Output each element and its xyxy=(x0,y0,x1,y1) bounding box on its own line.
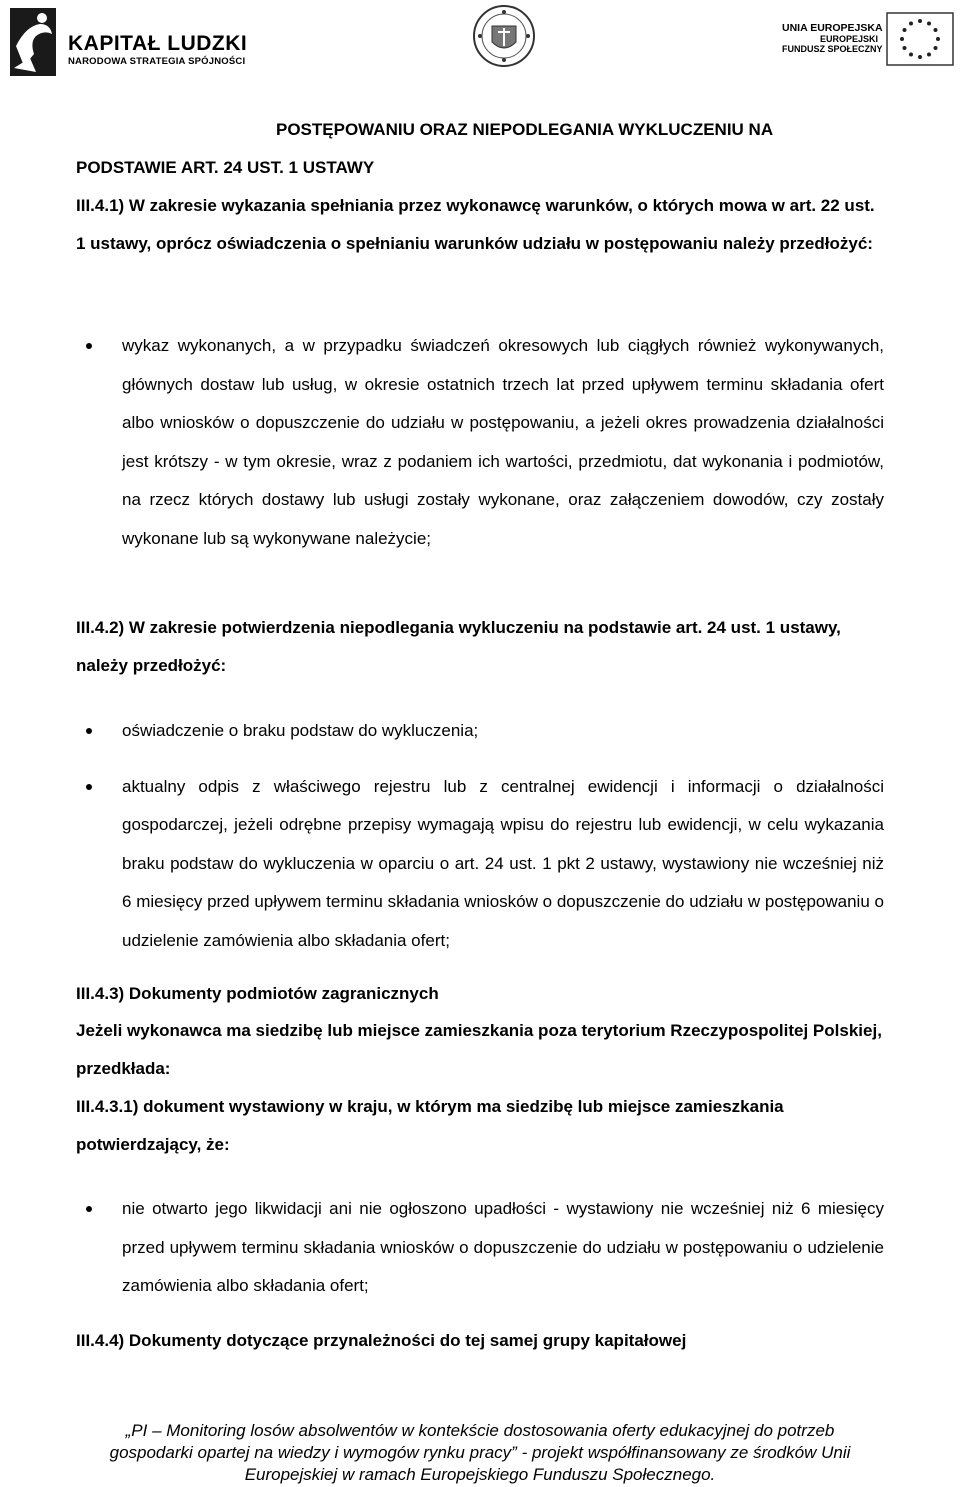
list-item-text: aktualny odpis z właściwego rejestru lub z centralnej ewidencji i informacji o działalności gospodarczej, jeżeli odrębne przepisy wymagają wpisu do rejestru lub ewidencji, w celu wykazania braku podstaw do wykluczenia w oparciu o art. 24 ust. 1 pkt 2 ustawy, wystawiony nie wcześniej niż 6 miesięcy przed upływem terminu składania wniosków o dopuszczenie do udziału w postępowaniu o udzielenie zamówienia albo składania ofert; xyxy=(122,776,884,950)
section-1-heading-text: III.4.1) W zakresie wykazania spełniania przez wykonawcę warunków, o których mowa w art. 22 ust. 1 ustawy, oprócz oświadczenia o spełnianiu warunków udziału w postępowaniu należy przedłożyć: xyxy=(76,196,875,253)
list-item xyxy=(76,327,884,558)
document-footer xyxy=(0,1420,960,1486)
heading-line-2: PODSTAWIE ART. 24 UST. 1 USTAWY xyxy=(76,158,375,177)
list-item xyxy=(76,1190,884,1306)
section-2-list xyxy=(76,712,884,960)
eu-line-2: EUROPEJSKI xyxy=(819,34,878,44)
section-4-heading-text: III.4.4) Dokumenty dotyczące przynależności do tej samej grupy kapitałowej xyxy=(76,1331,687,1350)
footer-line-3: Europejskiej w ramach Europejskiego Funduszu Społecznego. xyxy=(244,1465,716,1484)
eu-fund-text xyxy=(782,22,883,54)
section-3-heading xyxy=(76,975,884,1013)
list-item-text: nie otwarto jego likwidacji ani nie ogłoszono upadłości - wystawiony nie wcześniej niż 6 miesięcy przed upływem terminu składania wniosków o dopuszczenie do udziału w postępowaniu o udzielenie zamówienia albo składania ofert; xyxy=(122,1199,884,1295)
section-4-heading xyxy=(76,1322,884,1360)
eu-line-3: FUNDUSZ SPOŁECZNY xyxy=(782,44,883,54)
section-3-heading-text: III.4.3) Dokumenty podmiotów zagranicznych xyxy=(76,984,439,1003)
section-2-heading xyxy=(76,609,884,685)
list-item xyxy=(76,712,884,751)
heading-line-1: POSTĘPOWANIU ORAZ NIEPODLEGANIA WYKLUCZENIU NA xyxy=(276,120,774,139)
bullet-icon xyxy=(86,343,92,349)
list-item xyxy=(76,768,884,961)
eu-line-1: UNIA EUROPEJSKA xyxy=(782,22,883,34)
list-item-text: oświadczenie o braku podstaw do wykluczenia; xyxy=(122,721,479,740)
bullet-icon xyxy=(86,728,92,734)
section-1-heading xyxy=(76,187,884,263)
kapital-ludzki-title: KAPITAŁ LUDZKI xyxy=(68,32,248,55)
footer-line-1: „PI – Monitoring losów absolwentów w kontekście dostosowania oferty edukacyjnej do potrzeb xyxy=(125,1421,835,1440)
eu-flag-icon xyxy=(886,12,954,66)
kapital-ludzki-emblem-icon xyxy=(6,6,62,78)
bullet-icon xyxy=(86,784,92,790)
university-seal-icon xyxy=(472,4,536,68)
kapital-ludzki-logo xyxy=(6,6,246,78)
document-header xyxy=(0,0,960,100)
kapital-ludzki-subtitle: NARODOWA STRATEGIA SPÓJNOŚCI xyxy=(68,56,246,67)
section-1-list xyxy=(76,327,884,558)
section-2-heading-text: III.4.2) W zakresie potwierdzenia niepodlegania wykluczeniu na podstawie art. 24 ust. 1 ustawy, należy przedłożyć: xyxy=(76,618,841,675)
bullet-icon xyxy=(86,1206,92,1212)
section-3-1-heading xyxy=(76,1088,884,1164)
section-3-intro-text: Jeżeli wykonawca ma siedzibę lub miejsce zamieszkania poza terytorium Rzeczypospolitej Polskiej, przedkłada: xyxy=(76,1021,882,1078)
footer-line-2: gospodarki opartej na wiedzy i wymogów rynku pracy” - projekt współfinansowany ze środków Unii xyxy=(109,1443,851,1462)
section-3-1-list xyxy=(76,1190,884,1306)
section-3-intro xyxy=(76,1012,884,1088)
list-item-text: wykaz wykonanych, a w przypadku świadczeń okresowych lub ciągłych również wykonywanych, głównych dostaw lub usług, w okresie ostatnich trzech lat przed upływem terminu składania ofert albo wniosków o dopuszczenie do udziału w postępowaniu, a jeżeli okres prowadzenia działalności jest krótszy - w tym okresie, wraz z podaniem ich wartości, przedmiotu, dat wykonania i podmiotów, na rzecz których dostawy lub usługi zostały wykonane, oraz załączeniem dowodów, czy zostały wykonane lub są wykonywane należycie; xyxy=(122,336,884,548)
section-3-1-heading-text: III.4.3.1) dokument wystawiony w kraju, w którym ma siedzibę lub miejsce zamieszkania potwierdzający, że: xyxy=(76,1097,784,1154)
